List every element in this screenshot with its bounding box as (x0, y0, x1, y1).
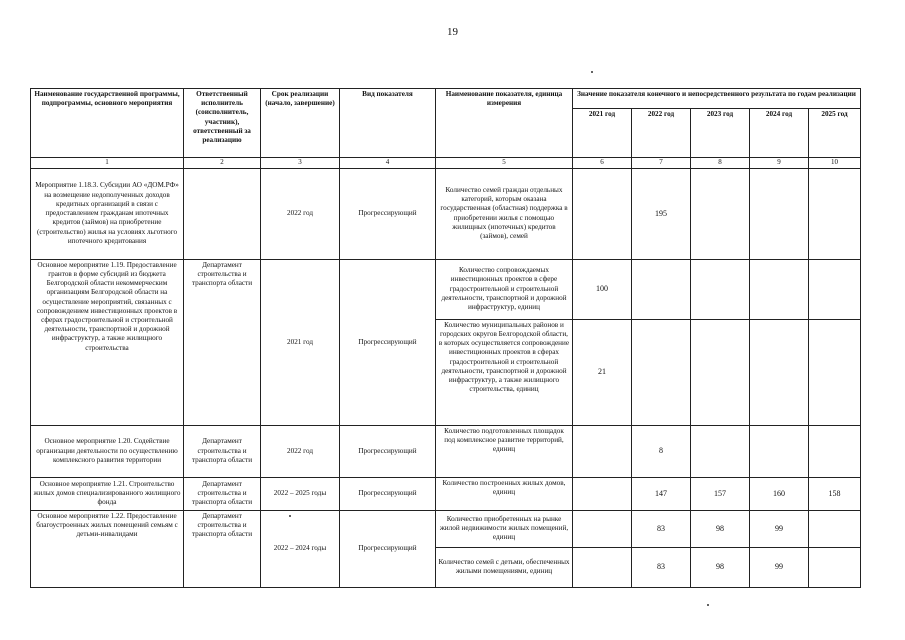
value-cell (573, 168, 632, 259)
period-cell: 2022 – 2024 годы (261, 510, 340, 587)
executor-cell: Департамент строительства и транспорта области (184, 477, 261, 510)
indicator-name-cell: Количество семей граждан отдельных категорий, которым оказана государственная (областная) поддержка в приобретении жилья с помощью жилищных (ипотечных) кредитов (займов), семей (436, 168, 573, 259)
header-year: 2025 год (809, 109, 861, 158)
program-cell: Основное мероприятие 1.20. Содействие организации деятельности по осуществлению комплексного развития территории (31, 425, 184, 477)
column-number: 1 (31, 158, 184, 169)
value-cell (691, 425, 750, 477)
value-cell: 98 (691, 547, 750, 587)
header-program: Наименование государственной программы, подпрограммы, основного мероприятия (31, 89, 184, 158)
scan-speck (707, 604, 709, 606)
value-cell: 83 (632, 547, 691, 587)
value-cell (691, 168, 750, 259)
column-number-row (31, 158, 861, 169)
indicator-type-cell: Прогрессирующий (340, 510, 436, 587)
executor-cell: Департамент строительства и транспорта области (184, 425, 261, 477)
column-number: 9 (750, 158, 809, 169)
value-cell (573, 547, 632, 587)
value-cell: 98 (691, 510, 750, 547)
executor-cell (184, 168, 261, 259)
column-number: 8 (691, 158, 750, 169)
column-number: 6 (573, 158, 632, 169)
value-cell (750, 259, 809, 319)
value-cell: 100 (573, 259, 632, 319)
page-number: 19 (447, 26, 458, 38)
program-cell: Основное мероприятие 1.19. Предоставление грантов в форме субсидий из бюджета Белгородской области некоммерческим организациям Белгородской области на осуществление мероприятий, связанных с сопровождением инвестиционных проектов в сферах градостроительной и строительной деятельности, транспортной и дорожной инфраструктур, а также жилищного строительства (31, 259, 184, 425)
indicator-name-cell: Количество построенных жилых домов, единиц (436, 477, 573, 510)
table-row (31, 168, 861, 259)
value-cell: 8 (632, 425, 691, 477)
value-cell (750, 319, 809, 425)
executor-cell: Департамент строительства и транспорта области (184, 510, 261, 587)
table-row (31, 425, 861, 477)
value-cell (750, 425, 809, 477)
header-year: 2023 год (691, 109, 750, 158)
indicator-name-cell: Количество подготовленных площадок под комплексное развитие территорий, единиц (436, 425, 573, 477)
indicator-type-cell: Прогрессирующий (340, 477, 436, 510)
table-row (31, 477, 861, 510)
indicator-name-cell: Количество муниципальных районов и городских округов Белгородской области, в которых осуществляется сопровождение инвестиционных проектов в сферах градостроительной и строительной деятельности, транспортной и дорожной инфраструктур, а также жилищного строительства, единиц (436, 319, 573, 425)
value-cell (809, 547, 861, 587)
value-cell: 99 (750, 510, 809, 547)
header-year: 2021 год (573, 109, 632, 158)
value-cell: 158 (809, 477, 861, 510)
value-cell (691, 319, 750, 425)
header-period: Срок реализации (начало, завершение) (261, 89, 340, 158)
column-number: 2 (184, 158, 261, 169)
column-number: 5 (436, 158, 573, 169)
value-cell (573, 510, 632, 547)
header-executor: Ответственный исполнитель (соисполнитель, участник), ответственный за реализацию (184, 89, 261, 158)
header-year: 2022 год (632, 109, 691, 158)
program-cell: Основное мероприятие 1.21. Строительство жилых домов специализированного жилищного фонда (31, 477, 184, 510)
value-cell: 157 (691, 477, 750, 510)
value-cell: 21 (573, 319, 632, 425)
value-cell (809, 319, 861, 425)
column-number: 4 (340, 158, 436, 169)
value-cell: 83 (632, 510, 691, 547)
header-values-group: Значение показателя конечного и непосредственного результата по годам реализации (573, 89, 861, 109)
value-cell (809, 510, 861, 547)
value-cell (573, 477, 632, 510)
indicator-type-cell: Прогрессирующий (340, 425, 436, 477)
period-cell: 2022 год (261, 168, 340, 259)
value-cell (573, 425, 632, 477)
scan-speck (591, 71, 593, 73)
executor-cell: Департамент строительства и транспорта области (184, 259, 261, 425)
table-row (31, 510, 861, 547)
value-cell (809, 425, 861, 477)
indicator-type-cell: Прогрессирующий (340, 259, 436, 425)
table-row (31, 259, 861, 319)
indicator-name-cell: Количество семей с детьми, обеспеченных жилыми помещениями, единиц (436, 547, 573, 587)
value-cell (632, 259, 691, 319)
indicators-table (30, 88, 861, 588)
value-cell (750, 168, 809, 259)
value-cell (632, 319, 691, 425)
indicator-name-cell: Количество приобретенных на рынке жилой недвижимости жилых помещений, единиц (436, 510, 573, 547)
header-indicator-type: Вид показателя (340, 89, 436, 158)
program-cell: Мероприятие 1.18.3. Субсидии АО «ДОМ.РФ» на возмещение недополученных доходов кредитных организаций в связи с предоставлением гражданам ипотечных кредитов (займов) на приобретение (строительство) жилья на условиях льготного ипотечного кредитования (31, 168, 184, 259)
value-cell: 160 (750, 477, 809, 510)
value-cell: 99 (750, 547, 809, 587)
period-cell: 2021 год (261, 259, 340, 425)
value-cell (691, 259, 750, 319)
header-year: 2024 год (750, 109, 809, 158)
column-number: 10 (809, 158, 861, 169)
value-cell (809, 259, 861, 319)
indicator-type-cell: Прогрессирующий (340, 168, 436, 259)
value-cell: 147 (632, 477, 691, 510)
indicator-name-cell: Количество сопровождаемых инвестиционных проектов в сфере градостроительной и строительной деятельности, транспортной и дорожной инфраструктур, единиц (436, 259, 573, 319)
value-cell (809, 168, 861, 259)
period-cell: 2022 год (261, 425, 340, 477)
period-cell: 2022 – 2025 годы (261, 477, 340, 510)
value-cell: 195 (632, 168, 691, 259)
program-cell: Основное мероприятие 1.22. Предоставление благоустроенных жилых помещений семьям с детьми-инвалидами (31, 510, 184, 587)
header-indicator-name: Наименование показателя, единица измерения (436, 89, 573, 158)
column-number: 7 (632, 158, 691, 169)
column-number: 3 (261, 158, 340, 169)
